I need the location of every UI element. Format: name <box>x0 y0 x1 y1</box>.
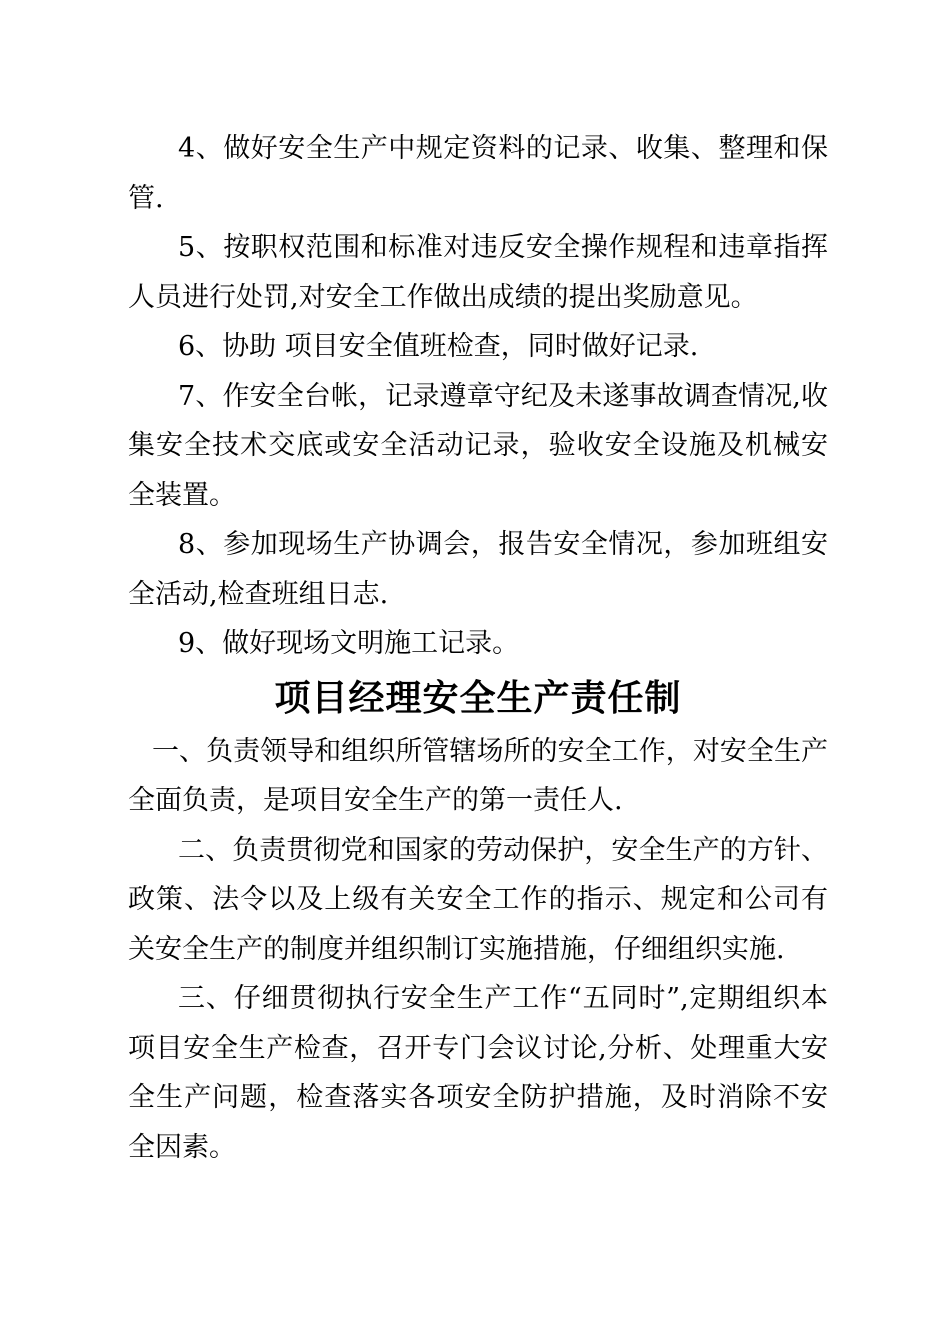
paragraph-item-8: 8、参加现场生产协调会，报告安全情况，参加班组安全活动,检查班组日志. <box>128 529 828 610</box>
paragraph-clause-1: 一、负责领导和组织所管辖场所的安全工作，对安全生产全面负责，是项目安全生产的第一责任人. <box>128 735 828 816</box>
paragraph-item-4: 4、做好安全生产中规定资料的记录、收集、整理和保管. <box>128 133 828 214</box>
paragraph-item-6: 6、协助 项目安全值班检查，同时做好记录. <box>178 331 699 362</box>
paragraph-item-5: 5、按职权范围和标准对违反安全操作规程和违章指挥人员进行处罚,对安全工作做出成绩的提出奖励意见。 <box>128 232 828 313</box>
paragraph-item-9: 9、做好现场文明施工记录。 <box>178 628 520 659</box>
document-body <box>128 124 828 1172</box>
paragraph-clause-2: 二、负责贯彻党和国家的劳动保护，安全生产的方针、政策、法令以及上级有关安全工作的指示、规定和公司有关安全生产的制度并组织制订实施措施，仔细组织实施. <box>128 834 828 965</box>
paragraph-clause-3: 三、仔细贯彻执行安全生产工作“五同时”,定期组织本项目安全生产检查，召开专门会议讨论,分析、处理重大安全生产问题，检查落实各项安全防护措施，及时消除不安全因素。 <box>128 983 828 1163</box>
section-heading: 项目经理安全生产责任制 <box>274 677 682 719</box>
paragraph-item-7: 7、作安全台帐，记录遵章守纪及未遂事故调查情况,收集安全技术交底或安全活动记录，验收安全设施及机械安全装置。 <box>128 380 828 511</box>
